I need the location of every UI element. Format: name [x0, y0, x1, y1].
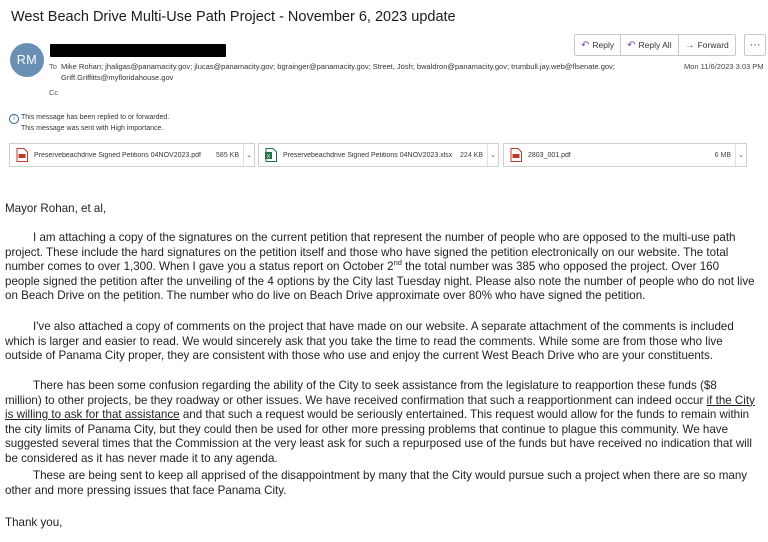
attachment-item[interactable]	[258, 143, 499, 167]
chevron-down-icon[interactable]: ⌄	[487, 144, 498, 166]
p3-underlined-text: if the City is willing to ask for that assistance	[5, 393, 755, 422]
body-paragraph-4: These are being sent to keep all apprised of the disappointment by many that the City would pursue such a project when there are so many other and more pressing issues that face Panama City.	[5, 469, 748, 497]
attachment-item[interactable]	[9, 143, 255, 167]
p1-text-a: I am attaching a copy of the signatures on the current petition that represent the number of people who are opposed to the multi-use path project. These include the hard signatures on the petition itself and those who have signed the petition electronically on our website. The total number comes to over 1,300. When I gave you a status report on October 2	[5, 231, 736, 274]
sender-name-redacted	[50, 44, 226, 57]
info-replied: This message has been replied to or forwarded.	[21, 114, 170, 121]
body-paragraph-2: I've also attached a copy of comments on the project that have made on our website. A separate attachment of the comments is included which is larger and easier to read. We would sincerely ask that you take the time to read the comments. While some are from those who live outside of Panama City proper, they are consistent with those who use and enjoy the current West Beach Drive who are your constituents.	[5, 320, 734, 363]
forward-label: Forward	[697, 40, 729, 50]
chevron-down-icon[interactable]: ⌄	[243, 144, 254, 166]
cc-label: Cc	[49, 88, 59, 97]
info-importance: This message was sent with High importance.	[21, 125, 164, 132]
reply-button[interactable]	[574, 34, 621, 56]
email-subject: West Beach Drive Multi-Use Path Project - November 6, 2023 update	[11, 9, 456, 25]
sender-avatar[interactable]: RM	[10, 43, 44, 77]
reply-label: Reply	[592, 40, 615, 50]
to-recipients	[49, 61, 689, 83]
body-paragraph-1	[5, 231, 755, 304]
message-actions	[574, 34, 736, 56]
attachment-item[interactable]	[503, 143, 747, 167]
reply-all-button[interactable]	[621, 34, 678, 56]
p3-text-b: and that such a request would be seriously entertained. This request would allow for the funds to remain within the city limits of Panama City, but they could then be used for other more pressing problems that continue to plague this community. We have suggested several times that the Commission at the very least ask for such a repurposed use of the funds but have received no indication that will be considered as it has never made it to any agenda.	[5, 408, 752, 465]
email-greeting: Mayor Rohan, et al,	[5, 202, 107, 215]
excel-file-icon	[265, 148, 277, 162]
attachment-name: Preservebeachdrive Signed Petitions 04NOV2023.xlsx	[283, 151, 453, 159]
attachment-size: 585 KB	[216, 151, 239, 159]
to-label: To	[49, 62, 57, 71]
chevron-down-icon[interactable]: ⌄	[735, 144, 746, 166]
email-closing: Thank you,	[5, 516, 63, 529]
info-icon: i	[9, 114, 19, 124]
pdf-file-icon	[16, 148, 28, 162]
message-info-banner	[9, 113, 169, 134]
p1-text-b: the total number was 385 who opposed the project. Over 160 people signed the petition after the unveiling of the 4 options by the City last Tuesday night. Please also note the number of people who do not live on Beach Drive on the petition. The number who do live on Beach Drive approximate over 80% who have signed the petition.	[5, 260, 755, 303]
body-paragraph-3	[5, 379, 755, 467]
sent-date: Mon 11/6/2023 3:03 PM	[684, 62, 764, 71]
more-actions-button[interactable]: ···	[744, 34, 766, 56]
svg-text:X: X	[266, 153, 271, 160]
to-recipients-line1[interactable]: Mike Rohan; jhaligas@panamacity.gov; jlucas@panamacity.gov; bgrainger@panamacity.gov; Street, Josh; bwaldron@panamacity.gov; trumbull.jay.web@flsenate.gov;	[61, 62, 615, 71]
attachment-name: Preservebeachdrive Signed Petitions 04NOV2023.pdf	[34, 151, 201, 159]
reply-icon: ↶	[581, 39, 590, 51]
attachment-size: 224 KB	[460, 151, 483, 159]
forward-button[interactable]	[679, 34, 736, 56]
p1-superscript: nd	[393, 258, 402, 268]
pdf-file-icon	[510, 148, 522, 162]
p3-text-a: There has been some confusion regarding the ability of the City to seek assistance from the legislature to reapportion these funds ($8 million) to other projects, be they roadway or other issues. We have received confirmation that such a reapportionment can indeed occur	[5, 379, 717, 407]
reply-all-icon: ↶	[627, 39, 636, 51]
attachment-size: 6 MB	[714, 151, 731, 159]
attachment-name: 2803_001.pdf	[528, 151, 571, 159]
to-recipients-line2[interactable]: Griff.Griffitts@myfloridahouse.gov	[61, 73, 174, 82]
forward-icon: →	[684, 39, 695, 51]
reply-all-label: Reply All	[638, 40, 672, 50]
